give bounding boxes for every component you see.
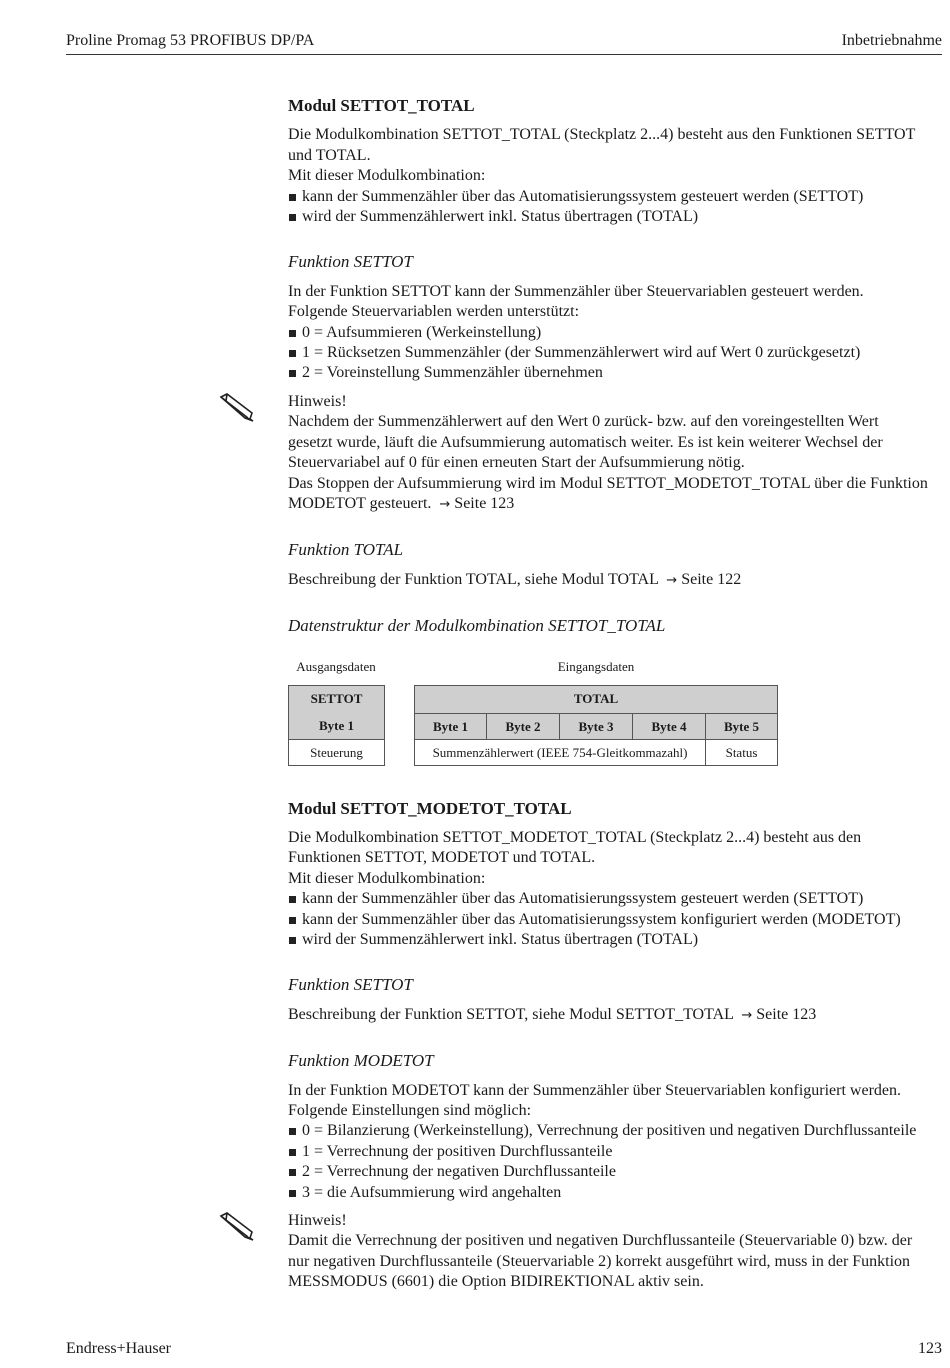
list-item: kann der Summenzähler über das Automatisierungssystem gesteuert werden (SETTOT) (288, 187, 948, 207)
note-label: Hinweis! (288, 1212, 347, 1230)
in-caption: Eingangsdaten (557, 658, 635, 674)
note-1 (288, 392, 948, 515)
text-line: Folgende Steuervariablen werden unterstützt: (288, 303, 580, 321)
func-settot2-text: Beschreibung der Funktion SETTOT, siehe Modul SETTOT_TOTAL (288, 1005, 734, 1023)
list-item: 0 = Bilanzierung (Werkeinstellung), Verrechnung der positiven und negativen Durchflussanteile (288, 1121, 948, 1141)
text-line: Das Stoppen der Aufsummierung wird im Modul SETTOT_MODETOT_TOTAL über die Funktion (288, 474, 928, 492)
section1-title: Modul SETTOT_TOTAL (288, 96, 475, 115)
arrow-right-icon: → (741, 1007, 753, 1023)
text-line: In der Funktion MODETOT kann der Summenzähler über Steuervariablen konfiguriert werden. (288, 1081, 902, 1099)
pencil-icon (218, 1211, 258, 1241)
bullet-list (288, 323, 948, 384)
text-line: In der Funktion SETTOT kann der Summenzähler über Steuervariablen gesteuert werden. (288, 282, 864, 300)
func-total-body (288, 570, 948, 591)
text-line: Die Modulkombination SETTOT_MODETOT_TOTAL (Steckplatz 2...4) besteht aus den (288, 828, 862, 846)
page-reference[interactable]: Seite 123 (454, 494, 515, 512)
pencil-icon (218, 392, 258, 422)
text-line: Funktionen SETTOT, MODETOT und TOTAL. (288, 849, 596, 867)
list-item: wird der Summenzählerwert inkl. Status übertragen (TOTAL) (288, 207, 948, 227)
text-line: Damit die Verrechnung der positiven und negativen Durchflussanteile (Steuervariable 0) bzw. der (288, 1232, 913, 1250)
text-line: Steuervariabel auf 0 für einen erneuten Start der Aufsummierung nötig. (288, 454, 745, 472)
header-section: Inbetriebnahme (841, 32, 942, 49)
text-line: Die Modulkombination SETTOT_TOTAL (Steckplatz 2...4) besteht aus den Funktionen SETTOT (288, 126, 916, 144)
in-byte: Byte 3 (559, 713, 633, 740)
list-item: 2 = Voreinstellung Summenzähler übernehmen (288, 363, 948, 383)
list-item: kann der Summenzähler über das Automatisierungssystem gesteuert werden (SETTOT) (288, 889, 948, 909)
func-total-text: Beschreibung der Funktion TOTAL, siehe Modul TOTAL (288, 570, 659, 588)
note-last-line: MODETOT gesteuert. (288, 494, 432, 512)
in-value: Summenzählerwert (IEEE 754-Gleitkommazahl) (414, 739, 706, 766)
page-header (66, 30, 942, 55)
in-byte: Byte 4 (632, 713, 706, 740)
text-line (288, 494, 948, 515)
page-footer (66, 1340, 942, 1358)
func-settot-title: Funktion SETTOT (288, 252, 413, 272)
func-settot-body (288, 282, 948, 384)
list-item: 1 = Rücksetzen Summenzähler (der Summenzählerwert wird auf Wert 0 zurückgesetzt) (288, 343, 948, 363)
text-line: Mit dieser Modulkombination: (288, 869, 486, 887)
arrow-right-icon: → (666, 572, 678, 588)
text-line: gesetzt wurde, läuft die Aufsummierung automatisch weiter. Es ist kein weiterer Wechsel der (288, 433, 883, 451)
section2-title: Modul SETTOT_MODETOT_TOTAL (288, 798, 572, 818)
page-content (288, 96, 948, 1293)
bullet-list (288, 187, 948, 228)
list-item: wird der Summenzählerwert inkl. Status übertragen (TOTAL) (288, 930, 948, 950)
header-title: Proline Promag 53 PROFIBUS DP/PA (66, 32, 315, 49)
text-line: Nachdem der Summenzählerwert auf den Wert 0 zurück- bzw. auf den voreingestellten Wert (288, 413, 879, 431)
note-label: Hinweis! (288, 392, 347, 410)
out-header: SETTOT (288, 685, 385, 713)
list-item: 1 = Verrechnung der positiven Durchflussanteile (288, 1142, 948, 1162)
in-header: TOTAL (414, 685, 778, 713)
out-caption: Ausgangsdaten (296, 658, 376, 674)
section2-intro (288, 828, 948, 950)
page-reference[interactable]: Seite 123 (756, 1005, 817, 1023)
note-2 (288, 1211, 948, 1293)
in-byte: Byte 2 (486, 713, 560, 740)
func-modetot-title: Funktion MODETOT (288, 1051, 434, 1071)
text-line: MESSMODUS (6601) die Option BIDIREKTIONAL aktiv sein. (288, 1273, 704, 1291)
out-byte: Byte 1 (288, 713, 385, 740)
section1-intro (288, 125, 948, 227)
text-line: Folgende Einstellungen sind möglich: (288, 1102, 532, 1119)
bullet-list (288, 1121, 948, 1203)
list-item: 2 = Verrechnung der negativen Durchflussanteile (288, 1162, 948, 1182)
text-line: nur negativen Durchflussanteile (Steuervariable 2) korrekt ausgeführt wird, muss in der Funktion (288, 1252, 911, 1270)
arrow-right-icon: → (439, 496, 451, 512)
func-total-title: Funktion TOTAL (288, 540, 404, 560)
datastruct-title: Datenstruktur der Modulkombination SETTOT_TOTAL (288, 616, 666, 636)
out-value: Steuerung (288, 739, 385, 766)
in-status: Status (705, 739, 778, 766)
func-modetot-body (288, 1081, 948, 1203)
text-line (288, 1005, 948, 1026)
page-number: 123 (918, 1340, 942, 1357)
data-structure-table (288, 657, 948, 765)
list-item: 3 = die Aufsummierung wird angehalten (288, 1183, 948, 1203)
bullet-list (288, 889, 948, 950)
list-item: 0 = Aufsummieren (Werkeinstellung) (288, 323, 948, 343)
list-item: kann der Summenzähler über das Automatisierungssystem konfiguriert werden (MODETOT) (288, 910, 948, 930)
func-settot2-title: Funktion SETTOT (288, 975, 413, 995)
func-settot2-body (288, 1005, 948, 1026)
page-reference[interactable]: Seite 122 (681, 570, 742, 588)
footer-company: Endress+Hauser (66, 1340, 171, 1357)
text-line: Mit dieser Modulkombination: (288, 167, 486, 185)
in-byte: Byte 1 (414, 713, 487, 740)
text-line: und TOTAL. (288, 146, 371, 164)
in-byte: Byte 5 (705, 713, 778, 740)
text-line (288, 570, 948, 591)
